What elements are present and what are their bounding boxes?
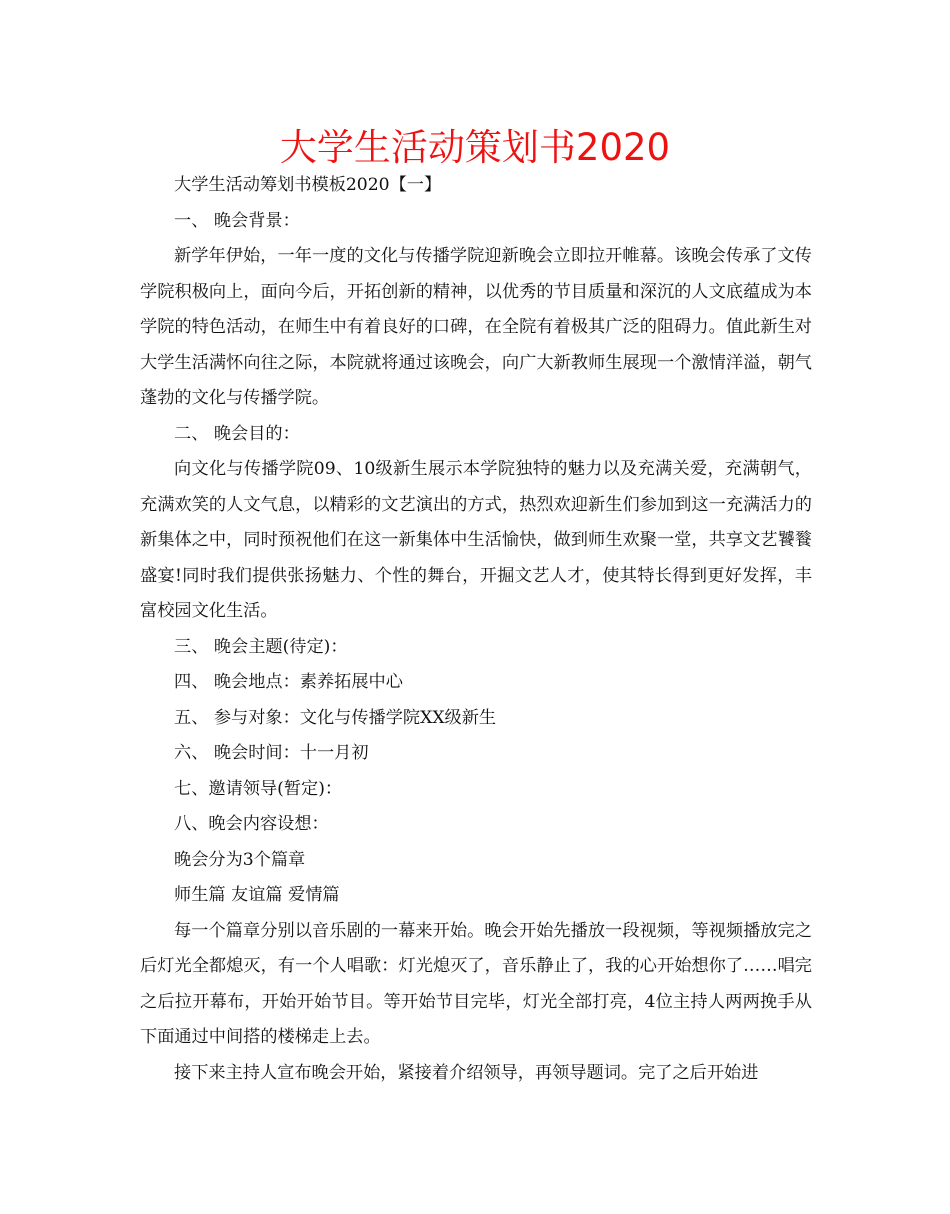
paragraph-chapters-list: 师生篇 友谊篇 爱情篇 [174,885,340,905]
document-title: 大学生活动策划书2020 [279,126,671,169]
document-body [140,168,812,1091]
section-heading-time: 六、 晚会时间：十一月初 [174,743,369,763]
section-heading-leaders: 七、邀请领导(暂定)： [174,778,343,799]
paragraph-opening: 每一个篇章分别以音乐剧的一幕来开始。晚会开始先播放一段视频，等视频播放完之后灯光全都熄灭，有一个人唱歌：灯光熄灭了，音乐静止了，我的心开始想你了……唱完之后拉开幕布，开始开始节目。等开始节目完毕，灯光全部打亮，4位主持人两两挽手从下面通过中间搭的楼梯走上去。 [140,920,812,1047]
paragraph-continuation: 接下来主持人宣布晚会开始，紧接着介绍领导，再领导题词。完了之后开始进 [174,1062,759,1083]
section-heading-background: 一、 晚会背景： [174,210,300,231]
paragraph-chapters-count: 晚会分为3个篇章 [174,849,306,870]
paragraph-purpose: 向文化与传播学院09、10级新生展示本学院独特的魅力以及充满关爱，充满朝气，充满欢笑的人文气息，以精彩的文艺演出的方式，热烈欢迎新生们参加到这一充满活力的新集体之中，同时预祝他们在这一新集体中生活愉快，做到师生欢聚一堂，共享文艺饕餮盛宴!同时我们提供张扬魅力、个性的舞台，开掘文艺人才，使其特长得到更好发挥，丰富校园文化生活。 [140,459,812,621]
section-heading-audience: 五、 参与对象：文化与传播学院XX级新生 [174,707,497,728]
section-heading-purpose: 二、 晚会目的： [174,423,300,444]
paragraph-background: 新学年伊始，一年一度的文化与传播学院迎新晚会立即拉开帷幕。该晚会传承了文传学院积极向上，面向今后，开拓创新的精神，以优秀的节目质量和深沉的人文底蕴成为本学院的特色活动，在师生中有着良好的口碑，在全院有着极其广泛的阻碍力。值此新生对大学生活满怀向往之际，本院就将通过该晚会，向广大新教师生展现一个激情洋溢，朝气蓬勃的文化与传播学院。 [140,246,812,408]
section-heading-theme: 三、 晚会主题(待定)： [174,636,348,657]
section-heading-location: 四、 晚会地点：素养拓展中心 [174,672,403,692]
section-heading-content: 八、晚会内容设想： [174,814,329,834]
paragraph-subtitle: 大学生活动筹划书模板2020【一】 [174,175,442,195]
